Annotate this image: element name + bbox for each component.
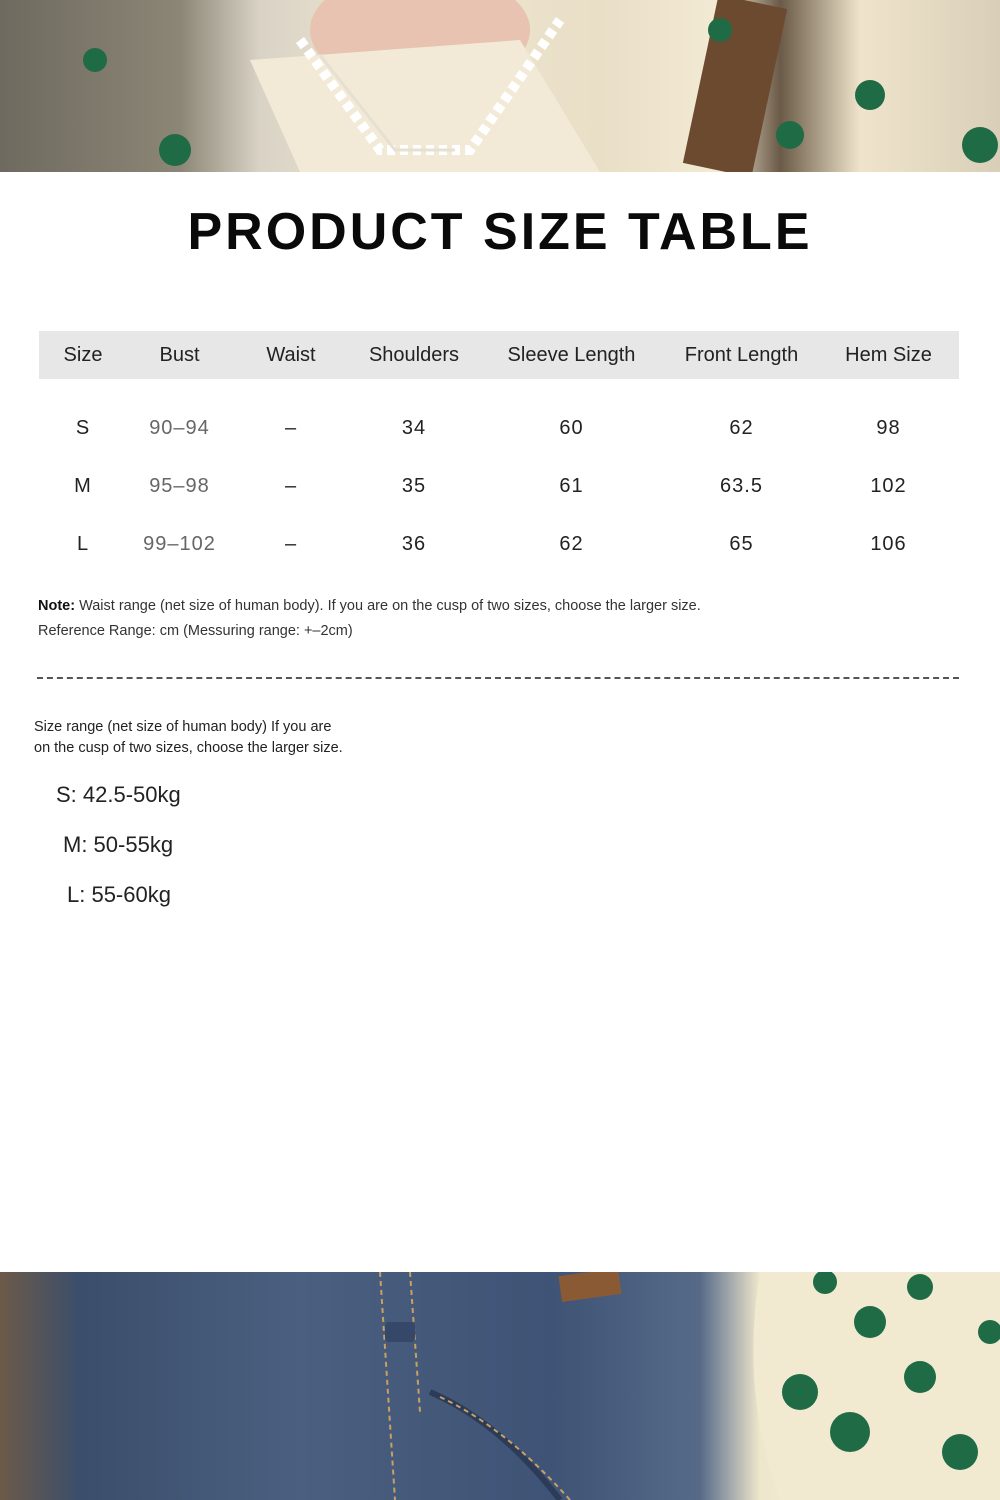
cell-hem-size: 106 (870, 532, 907, 555)
size-note (38, 594, 701, 644)
size-panel (0, 172, 1000, 1272)
weight-item-l: L: 55-60kg (67, 882, 171, 907)
table-row (39, 515, 959, 573)
cell-size: M (74, 474, 92, 497)
cell-sleeve-length: 60 (559, 416, 584, 439)
size-table (39, 331, 959, 573)
size-range-note (34, 717, 374, 759)
reference-range: Reference Range: cm (Messuring range: +–2cm) (38, 623, 353, 639)
weight-item-m: M: 50-55kg (63, 832, 174, 857)
header-sleeve-length: Sleeve Length (507, 343, 636, 366)
cell-front-length: 63.5 (720, 474, 763, 497)
size-range-line: on the cusp of two sizes, choose the larger size. (34, 740, 343, 756)
note-line (38, 594, 701, 619)
collar-necklace-illustration (0, 0, 1000, 172)
top-photo (0, 0, 1000, 172)
cell-bust: 95–98 (149, 474, 210, 497)
cell-sleeve-length: 62 (559, 532, 584, 555)
cell-size: S (75, 416, 91, 439)
table-row (39, 457, 959, 515)
cell-bust: 90–94 (149, 416, 210, 439)
cell-shoulders: 35 (401, 474, 427, 497)
cell-shoulders: 34 (401, 416, 427, 439)
cell-size: L (76, 532, 90, 555)
table-row (39, 399, 959, 457)
cell-waist: – (284, 532, 298, 555)
size-range-line: Size range (net size of human body) If you are (34, 719, 332, 735)
cell-front-length: 65 (729, 532, 754, 555)
cell-hem-size: 98 (876, 416, 901, 439)
cell-waist: – (284, 416, 298, 439)
cell-front-length: 62 (729, 416, 754, 439)
header-waist: Waist (266, 343, 316, 366)
note-text: Waist range (net size of human body). If you are on the cusp of two sizes, choose the larger size. (79, 598, 701, 614)
cell-waist: – (284, 474, 298, 497)
cell-bust: 99–102 (143, 532, 216, 555)
header-hem-size: Hem Size (845, 343, 932, 366)
cell-shoulders: 36 (401, 532, 427, 555)
table-header-row (39, 331, 959, 379)
bottom-photo (0, 1272, 1000, 1500)
header-bust: Bust (159, 343, 200, 366)
header-shoulders: Shoulders (368, 343, 460, 366)
denim-sleeve-illustration (0, 1272, 1000, 1500)
cell-hem-size: 102 (870, 474, 907, 497)
cell-sleeve-length: 61 (559, 474, 584, 497)
weight-item-s: S: 42.5-50kg (56, 782, 181, 807)
dashed-divider (37, 677, 959, 679)
header-front-length: Front Length (684, 343, 799, 366)
page-title: PRODUCT SIZE TABLE (187, 203, 813, 261)
note-label: Note: (38, 598, 76, 614)
header-size: Size (63, 343, 103, 366)
